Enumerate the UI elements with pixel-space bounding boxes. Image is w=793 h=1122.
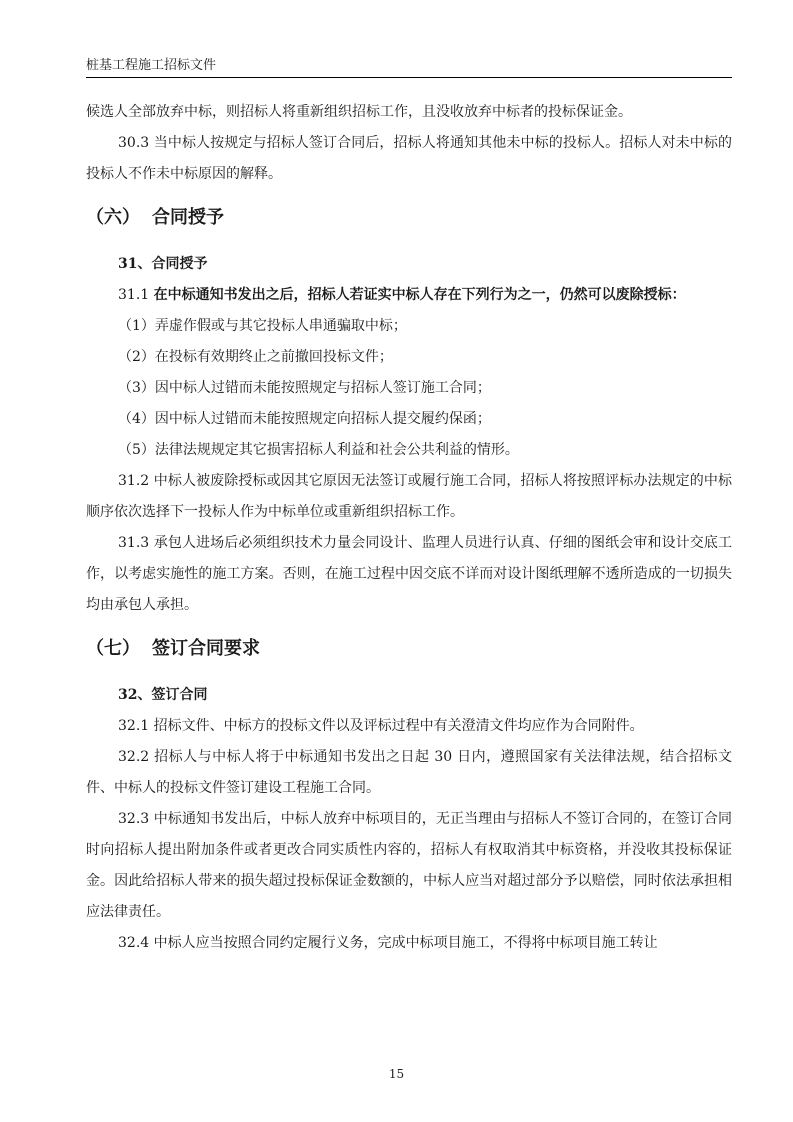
section-6-title: 合同授予 [152,207,224,228]
section-7-number: （七） [86,638,140,659]
page-number: 15 [388,1067,405,1081]
section-7-title: 签订合同要求 [152,638,260,659]
clause-heading-31: 31、合同授予 [118,256,208,272]
clause-31-1-number: 31.1 [118,287,154,303]
paragraph-32-4: 32.4 中标人应当按照合同约定履行义务，完成中标项目施工，不得将中标项目施工转让 [118,935,658,951]
paragraph-32-3: 32.3 中标通知书发出后，中标人放弃中标项目的，无正当理由与招标人不签订合同的，在签订合同时向招标人提出附加条件或者更改合同实质性内容的，招标人有权取消其中标资格，并没收其投标保证金。因此给招标人带来的损失超过投标保证金数额的，中标人应当对超过部分予以赔偿，同时依法承担相应法律责任。 [86,811,732,920]
header-rule [86,77,732,78]
list-item: （4）因中标人过错而未能按照规定向招标人提交履约保函； [118,411,491,427]
list-item: （2）在投标有效期终止之前撤回投标文件； [118,349,393,365]
document-body [86,97,732,959]
section-heading-7 [86,633,732,665]
paragraph-32-2: 32.2 招标人与中标人将于中标通知书发出之日起 30 日内，遵照国家有关法律法规，结合招标文件、中标人的投标文件签订建设工程施工合同。 [86,749,732,796]
section-6-number: （六） [86,207,140,228]
page-header-title: 桩基工程施工招标文件 [86,58,217,73]
list-item: （3）因中标人过错而未能按照规定与招标人签订施工合同； [118,380,491,396]
section-heading-6 [86,202,732,234]
list-item: （5）法律法规规定其它损害招标人利益和社会公共利益的情形。 [118,442,519,458]
paragraph-31-1 [86,280,732,311]
list-item: （1）弄虚作假或与其它投标人串通骗取中标； [118,318,407,334]
paragraph-31-3: 31.3 承包人进场后必须组织技术力量会同设计、监理人员进行认真、仔细的图纸会审和设计交底工作，以考虑实施性的施工方案。否则，在施工过程中因交底不详而对设计图纸理解不透所造成的一切损失均由承包人承担。 [86,535,732,613]
paragraph-continuation: 候选人全部放弃中标，则招标人将重新组织招标工作，且没收放弃中标者的投标保证金。 [86,104,632,120]
clause-heading-32: 32、签订合同 [118,687,208,703]
clause-31-1-bold-text: 在中标通知书发出之后，招标人若证实中标人存在下列行为之一，仍然可以废除授标： [153,287,686,303]
paragraph-32-1: 32.1 招标文件、中标方的投标文件以及评标过程中有关澄清文件均应作为合同附件。 [118,718,644,734]
paragraph-31-2: 31.2 中标人被废除授标或因其它原因无法签订或履行施工合同，招标人将按照评标办法规定的中标顺序依次选择下一投标人作为中标单位或重新组织招标工作。 [86,473,732,520]
paragraph-30-3: 30.3 当中标人按规定与招标人签订合同后，招标人将通知其他未中标的投标人。招标人对未中标的投标人不作未中标原因的解释。 [86,135,732,182]
